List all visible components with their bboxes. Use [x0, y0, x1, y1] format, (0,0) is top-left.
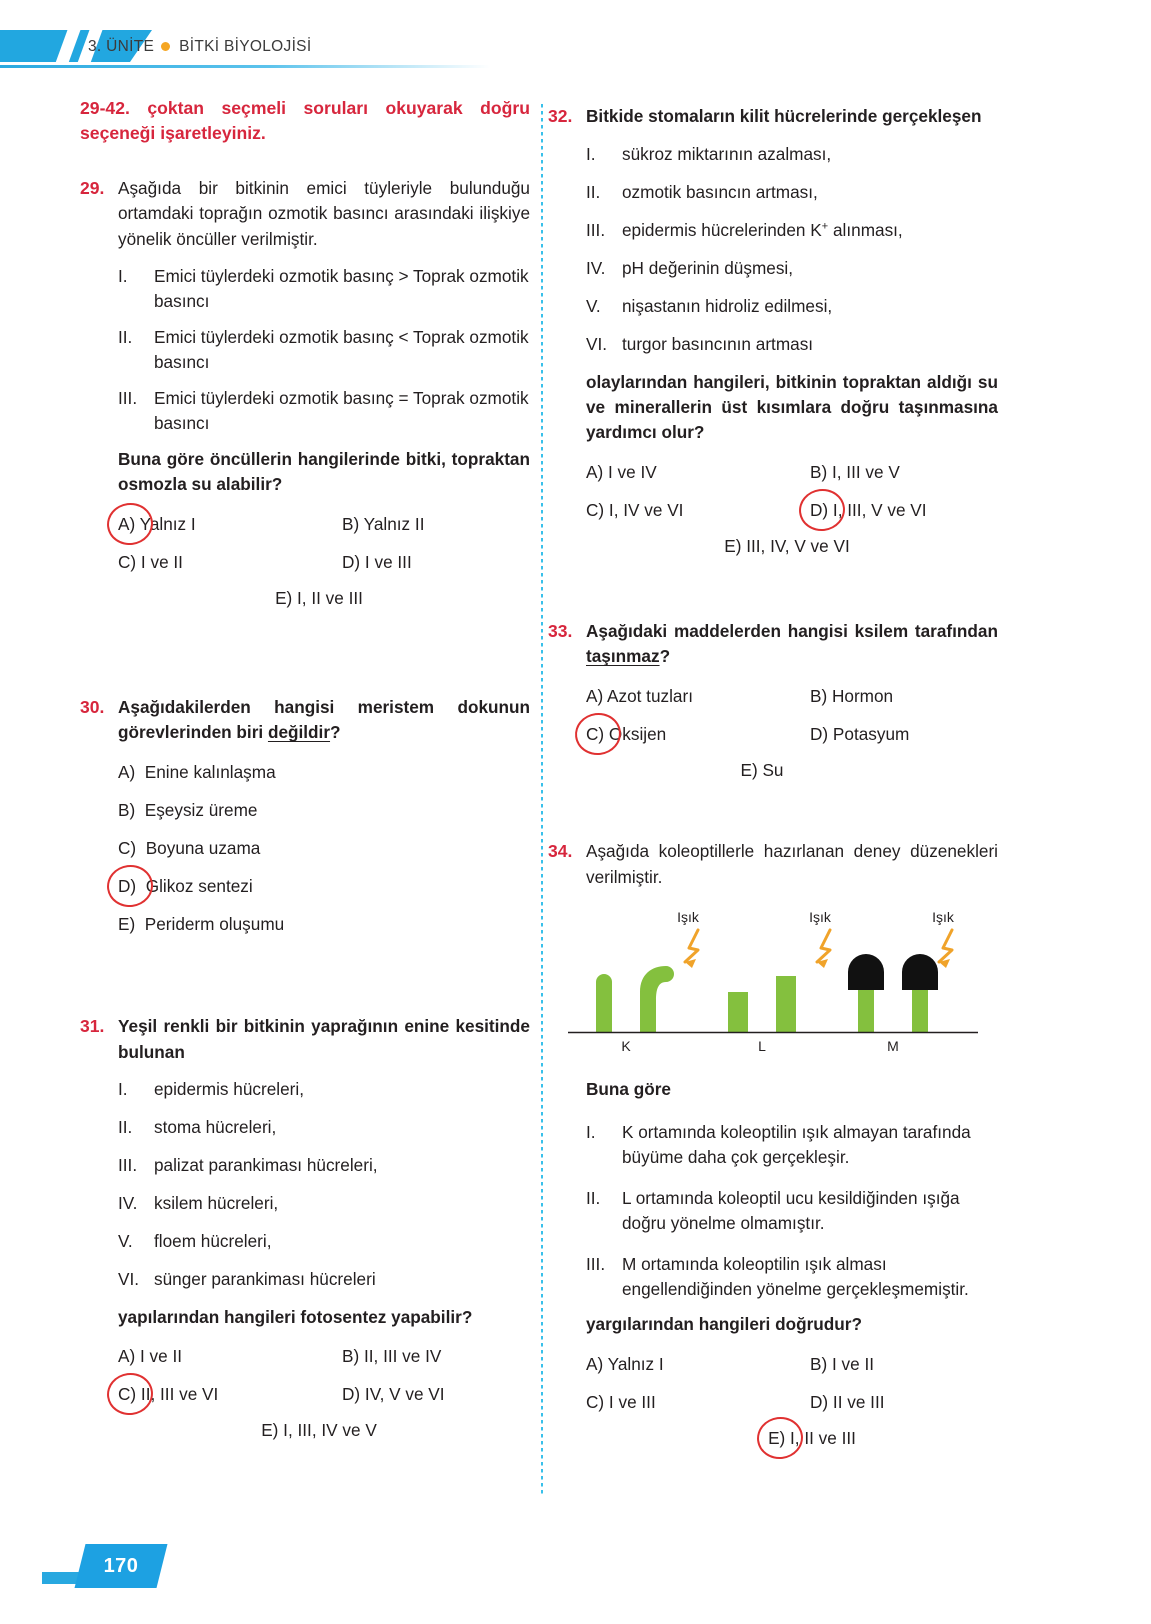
options-31: [118, 1344, 530, 1441]
option-letter: C): [118, 838, 137, 859]
option-text: III, IV, V ve VI: [746, 536, 850, 557]
option-e[interactable]: [108, 588, 530, 609]
premise-item: [118, 386, 530, 436]
option-c[interactable]: [586, 1390, 810, 1414]
setup-label-k: K: [621, 1038, 631, 1054]
question-stem: [586, 619, 998, 670]
option-letter: B): [810, 1353, 828, 1374]
premise-item: [586, 180, 998, 205]
premise-text: sükroz miktarının azalması,: [622, 143, 832, 164]
question-number: 29.: [80, 177, 105, 198]
option-letter-circled: E): [768, 1427, 786, 1448]
option-text: Boyuna uzama: [145, 838, 261, 859]
option-text: II ve III: [832, 1391, 885, 1412]
option-text: I, III ve V: [831, 461, 900, 482]
option-text: Oksijen: [608, 724, 667, 745]
option-letter: B): [342, 1346, 360, 1367]
light-ray-l: [817, 930, 830, 962]
premise-numeral: I.: [586, 143, 596, 164]
option-text: Enine kalınlaşma: [144, 761, 276, 782]
option-text: Hormon: [831, 685, 894, 706]
premise-numeral: IV.: [586, 257, 606, 278]
question-number: 30.: [80, 696, 105, 717]
coleoptile-l-cut-short: [728, 992, 748, 1032]
premise-numeral: I.: [118, 1079, 128, 1100]
option-letter: E): [724, 536, 742, 557]
question-lead: olaylarından hangileri, bitkinin topraktan aldığı su ve minerallerin üst kısımlara doğru taşınmasına yardımcı olur?: [586, 371, 998, 443]
question-stem: [118, 695, 530, 746]
options-29: [118, 512, 530, 609]
unit-title: BİTKİ BİYOLOJİSİ: [179, 38, 312, 55]
question-number: 34.: [548, 841, 573, 862]
option-letter-circled: C): [586, 722, 604, 746]
option-text: I ve II: [139, 1346, 182, 1367]
stem-part: ?: [330, 722, 341, 743]
premise-text: epidermis hücreleri,: [154, 1079, 304, 1100]
option-letter: A): [118, 1346, 136, 1367]
page-columns: [0, 96, 1151, 1496]
premise-text: pH değerinin düşmesi,: [622, 257, 794, 278]
option-text: Yalnız II: [363, 513, 425, 534]
bullet-dot-icon: [161, 42, 170, 51]
option-e[interactable]: [108, 1420, 530, 1441]
question-number: 32.: [548, 106, 573, 126]
coleoptile-k-straight: [596, 974, 612, 1032]
option-text: IV, V ve VI: [364, 1384, 445, 1405]
header-underline: [0, 65, 490, 68]
premise-text: M ortamında koleoptilin ışık alması engellendiğinden yönelme gerçekleşmemiştir.: [622, 1254, 969, 1300]
options-30: [118, 760, 530, 936]
premise-text: ksilem hücreleri,: [154, 1193, 279, 1213]
question-stem: Aşağıda bir bitkinin emici tüyleriyle bulunduğu ortamdaki toprağın ozmotik basıncı arasındaki ilişkiye yönelik öncüller verilmiştir.: [118, 177, 530, 249]
premise-list: [586, 1120, 998, 1302]
option-d[interactable]: [342, 1382, 530, 1406]
page-number: 170: [103, 1555, 139, 1577]
premise-numeral: II.: [118, 1117, 133, 1138]
question-33: [548, 619, 998, 781]
option-letter: C): [118, 551, 137, 572]
option-text: Eşeysiz üreme: [144, 799, 258, 820]
option-letter: A): [586, 461, 604, 482]
option-e[interactable]: [118, 912, 530, 936]
premise-numeral: V.: [586, 295, 601, 316]
premise-numeral: II.: [118, 327, 133, 348]
option-a[interactable]: [118, 760, 530, 784]
option-letter-circled: D): [810, 498, 828, 522]
premise-list: [118, 264, 530, 436]
premise-text: Emici tüylerdeki ozmotik basınç > Toprak ozmotik basıncı: [154, 266, 529, 312]
premise-item: [586, 1252, 998, 1302]
option-e[interactable]: [626, 1428, 998, 1449]
option-text: Su: [762, 760, 784, 781]
option-d[interactable]: [810, 498, 998, 522]
right-column: [548, 96, 998, 1457]
option-letter-circled: A): [118, 512, 135, 536]
premise-item: [118, 325, 530, 375]
option-text: I, II ve III: [297, 587, 363, 608]
option-d[interactable]: [118, 874, 530, 898]
question-stem: Bitkide stomaların kilit hücrelerinde gerçekleşen: [586, 106, 982, 126]
light-label-l: Işık: [809, 909, 831, 925]
stem-emphasis: değildir: [267, 722, 331, 743]
premise-item: [586, 256, 998, 281]
premise-item: [586, 294, 998, 319]
option-letter: E): [740, 760, 758, 781]
options-34: [586, 1352, 998, 1449]
premise-numeral: VI.: [118, 1268, 140, 1289]
option-text: I, III, IV ve V: [283, 1420, 377, 1441]
options-33: [586, 684, 998, 781]
premise-item: [586, 332, 998, 357]
setup-label-l: L: [758, 1038, 766, 1054]
premise-numeral: II.: [586, 181, 601, 202]
question-lead: Buna göre öncüllerin hangilerinde bitki, topraktan osmozla su alabilir?: [118, 448, 530, 495]
stem-part: Aşağıdaki maddelerden hangisi ksilem tarafından: [586, 621, 998, 642]
premise-text: turgor basıncının artması: [622, 333, 814, 354]
option-text: Potasyum: [832, 724, 910, 745]
option-a[interactable]: [118, 1344, 342, 1368]
light-label-m: Işık: [932, 909, 954, 925]
stem-part: ?: [659, 646, 671, 667]
question-lead: yargılarından hangileri doğrudur?: [586, 1314, 862, 1335]
header-label: [88, 38, 311, 56]
light-label-k: Işık: [677, 909, 699, 925]
option-text: Azot tuzları: [607, 685, 693, 706]
option-b[interactable]: [342, 1344, 530, 1368]
premise-numeral: III.: [586, 219, 606, 240]
light-ray-k: [685, 930, 698, 962]
opaque-cap-m-left: [848, 954, 884, 990]
question-34: [548, 839, 998, 1449]
option-a[interactable]: [586, 684, 810, 708]
option-letter: B): [118, 799, 136, 820]
option-b[interactable]: [810, 684, 998, 708]
option-letter: A): [586, 1353, 604, 1374]
premise-numeral: VI.: [586, 333, 608, 354]
premise-numeral: V.: [118, 1230, 133, 1251]
question-number: 33.: [548, 621, 573, 642]
opaque-cap-m-right: [902, 954, 938, 990]
premise-item: [118, 1153, 530, 1178]
page-footer: [0, 1536, 300, 1596]
premise-text: palizat parankiması hücreleri,: [154, 1155, 378, 1176]
option-text: I ve III: [608, 1391, 656, 1412]
premise-text: sünger parankiması hücreleri: [154, 1268, 376, 1289]
option-e[interactable]: [576, 536, 998, 557]
option-b[interactable]: [118, 798, 530, 822]
coleoptile-experiment-figure: [548, 904, 998, 1059]
option-c[interactable]: [586, 722, 810, 746]
page-number-badge: [75, 1544, 168, 1588]
option-text: I ve IV: [607, 461, 657, 482]
question-stem: Yeşil renkli bir bitkinin yaprağının enine kesitinde bulunan: [118, 1016, 530, 1062]
option-text: Yalnız I: [139, 513, 196, 534]
premise-item: [586, 1186, 998, 1236]
question-29: [80, 176, 530, 609]
question-lead-top: Buna göre: [586, 1079, 671, 1099]
column-divider: [541, 104, 543, 1494]
option-letter: E): [275, 587, 293, 608]
option-b[interactable]: [810, 1352, 998, 1376]
premise-text: stoma hücreleri,: [154, 1117, 277, 1138]
option-text: I, IV ve VI: [608, 499, 684, 520]
experiment-diagram-svg: [548, 904, 998, 1059]
premise-list: [586, 142, 998, 357]
options-32: [586, 460, 998, 557]
option-text: Yalnız I: [607, 1353, 664, 1374]
instruction-text: 29-42. çoktan seçmeli soruları okuyarak doğru seçeneği işaretleyiniz.: [80, 98, 530, 143]
premise-text: ozmotik basıncın artması,: [622, 181, 818, 202]
premise-item: [118, 1191, 530, 1216]
premise-item: [118, 264, 530, 314]
premise-text: floem hücreleri,: [154, 1230, 272, 1251]
option-letter: B): [810, 685, 828, 706]
option-letter: A): [118, 761, 136, 782]
question-stem: Aşağıda koleoptillerle hazırlanan deney düzenekleri verilmiştir.: [586, 841, 998, 887]
premise-text: Emici tüylerdeki ozmotik basınç < Toprak ozmotik basıncı: [154, 327, 529, 373]
setup-label-m: M: [887, 1038, 899, 1054]
unit-label: 3. ÜNİTE: [88, 38, 155, 55]
option-letter: C): [586, 1391, 605, 1412]
question-32: [548, 104, 998, 557]
question-31: [80, 1014, 530, 1441]
option-text: Periderm oluşumu: [144, 914, 285, 935]
premise-numeral: I.: [118, 266, 128, 287]
option-d[interactable]: [810, 722, 998, 746]
option-letter-circled: D): [118, 874, 136, 898]
stem-emphasis: taşınmaz: [586, 646, 660, 667]
option-letter: D): [810, 724, 829, 745]
option-letter: D): [810, 1391, 829, 1412]
option-text: I, III, V ve VI: [832, 499, 927, 520]
option-letter: E): [261, 1420, 279, 1441]
option-letter: C): [586, 499, 605, 520]
coleoptile-k-bent: [640, 966, 674, 1032]
option-letter: D): [342, 551, 361, 572]
premise-text: K ortamında koleoptilin ışık almayan tarafında büyüme daha çok gerçekleşir.: [622, 1122, 971, 1168]
question-lead: yapılarından hangileri fotosentez yapabilir?: [118, 1306, 473, 1327]
premise-item: [118, 1267, 530, 1292]
premise-item: [586, 1120, 998, 1170]
option-letter: B): [810, 461, 828, 482]
option-a[interactable]: [586, 1352, 810, 1376]
coleoptile-l-cut-tall: [776, 976, 796, 1032]
option-text: I ve II: [831, 1353, 874, 1374]
stem-part: Aşağıdakilerden hangisi meristem dokunun görevlerinden biri: [118, 696, 530, 743]
left-column: [80, 96, 530, 1449]
option-letter: D): [342, 1384, 361, 1405]
option-a[interactable]: [118, 512, 342, 536]
option-c[interactable]: [118, 836, 530, 860]
question-number: 31.: [80, 1016, 105, 1037]
page-header: [0, 0, 1151, 80]
option-text: I, II ve III: [790, 1427, 856, 1448]
premise-numeral: III.: [118, 1155, 138, 1176]
option-text: II, III ve VI: [140, 1384, 219, 1405]
option-b[interactable]: [810, 460, 998, 484]
option-letter: B): [342, 513, 360, 534]
premise-text: Emici tüylerdeki ozmotik basınç = Toprak ozmotik basıncı: [154, 388, 529, 433]
option-text: I ve III: [364, 551, 412, 572]
option-text: II, III ve IV: [363, 1346, 442, 1367]
option-a[interactable]: [586, 460, 810, 484]
premise-item: [118, 1115, 530, 1140]
option-text: I ve II: [140, 551, 183, 572]
option-text: Glikoz sentezi: [145, 876, 253, 897]
premise-item: [586, 218, 998, 243]
premise-numeral: III.: [586, 1254, 606, 1275]
option-letter: A): [586, 685, 604, 706]
premise-numeral: IV.: [118, 1193, 138, 1213]
option-b[interactable]: [342, 512, 530, 536]
premise-numeral: III.: [118, 388, 138, 409]
option-letter: E): [118, 914, 136, 935]
option-d[interactable]: [810, 1390, 998, 1414]
premise-text: epidermis hücrelerinden K+ alınması,: [622, 219, 903, 240]
premise-text: L ortamında koleoptil ucu kesildiğinden ışığa doğru yönelme olmamıştır.: [622, 1188, 960, 1234]
premise-numeral: II.: [586, 1188, 601, 1209]
option-c[interactable]: [118, 1382, 342, 1406]
option-c[interactable]: [586, 498, 810, 522]
premise-text: nişastanın hidroliz edilmesi,: [622, 295, 833, 316]
option-d[interactable]: [342, 550, 530, 574]
option-letter-circled: C): [118, 1382, 136, 1406]
premise-item: [118, 1077, 530, 1102]
premise-item: [118, 1229, 530, 1254]
premise-list: [118, 1077, 530, 1292]
light-ray-m: [939, 930, 952, 962]
question-30: [80, 695, 530, 936]
premise-numeral: I.: [586, 1122, 596, 1143]
option-c[interactable]: [118, 550, 342, 574]
premise-item: [586, 142, 998, 167]
option-e[interactable]: [526, 760, 998, 781]
